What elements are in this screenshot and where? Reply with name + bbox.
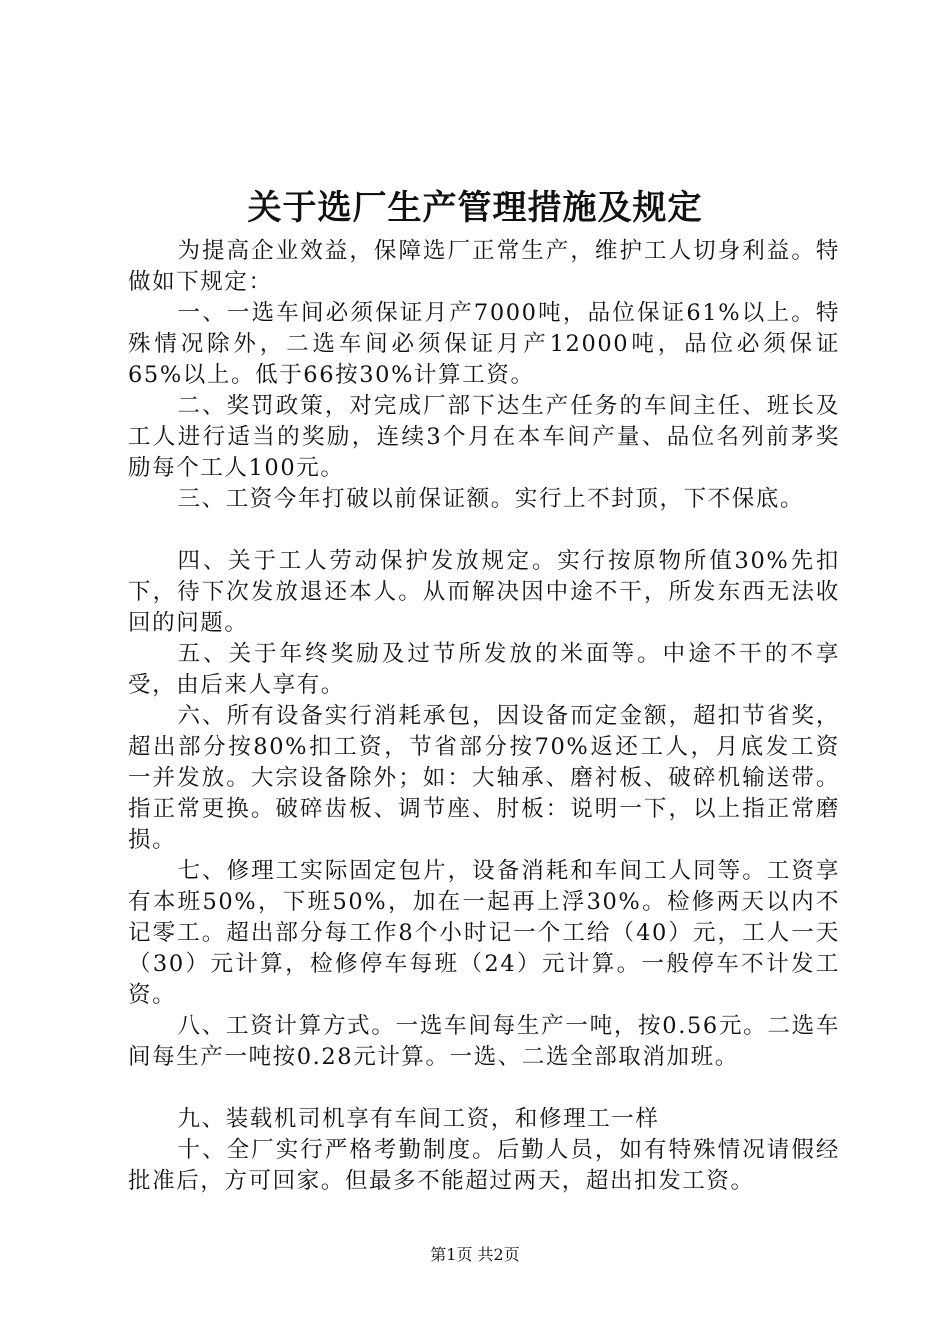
paragraph-item-8: 八、工资计算方式。一选车间每生产一吨，按0.56元。二选车间每生产一吨按0.28元计算。一选、二选全部取消加班。 [128,1013,840,1070]
paragraph-item-1: 一、一选车间必须保证月产7000吨，品位保证61%以上。特殊情况除外，二选车间必须保证月产12000吨，品位必须保证65%以上。低于66按30%计算工资。 [128,300,840,388]
page-footer: 第1页 共2页 [430,1245,520,1264]
paragraph-item-9: 九、装载机司机享有车间工资，和修理工一样 [177,1106,660,1132]
document-body [128,236,840,1197]
paragraph-item-10: 十、全厂实行严格考勤制度。后勤人员，如有特殊情况请假经批准后，方可回家。但最多不能超过两天，超出扣发工资。 [128,1137,840,1194]
paragraph-item-3: 三、工资今年打破以前保证额。实行上不封顶，下不保底。 [177,486,805,512]
paragraph-item-2: 二、奖罚政策，对完成厂部下达生产任务的车间主任、班长及工人进行适当的奖励，连续3个月在本车间产量、品位名列前茅奖励每个工人100元。 [128,393,840,481]
paragraph-item-6: 六、所有设备实行消耗承包，因设备而定金额，超扣节省奖，超出部分按80%扣工资，节省部分按70%返还工人，月底发工资一并发放。大宗设备除外；如：大轴承、磨衬板、破碎机输送带。指正常更换。破碎齿板、调节座、肘板：说明一下，以上指正常磨损。 [128,703,840,853]
paragraph-intro: 为提高企业效益，保障选厂正常生产，维护工人切身利益。特做如下规定： [128,238,840,295]
paragraph-item-7: 七、修理工实际固定包片，设备消耗和车间工人同等。工资享有本班50%，下班50%，加在一起再上浮30%。检修两天以内不记零工。超出部分每工作8个小时记一个工给（40）元，工人一天（30）元计算，检修停车每班（24）元计算。一般停车不计发工资。 [128,858,840,1008]
paragraph-item-5: 五、关于年终奖励及过节所发放的米面等。中途不干的不享受，由后来人享有。 [128,641,840,698]
document-title: 关于选厂生产管理措施及规定 [247,188,703,228]
paragraph-item-4: 四、关于工人劳动保护发放规定。实行按原物所值30%先扣下，待下次发放退还本人。从而解决因中途不干，所发东西无法收回的问题。 [128,548,840,636]
